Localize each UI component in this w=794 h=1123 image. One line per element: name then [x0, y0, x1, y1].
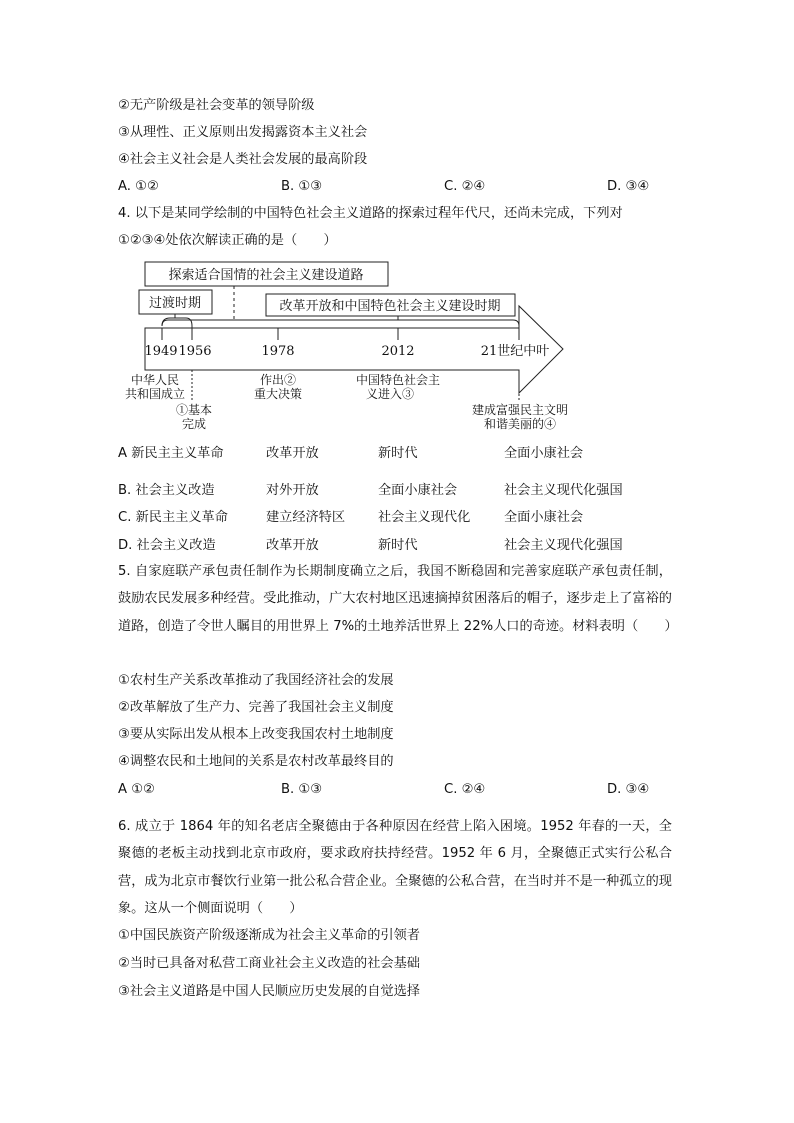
- label-end-line2: 和谐美丽的④: [483, 417, 557, 431]
- q5-option-a: A ①②: [118, 782, 155, 797]
- label-1978-line1: 作出②: [259, 373, 297, 387]
- q3-item-4: ④社会主义社会是人类社会发展的最高阶段: [118, 152, 368, 167]
- q6-item-2: ②当时已具备对私营工商业社会主义改造的社会基础: [118, 956, 420, 971]
- q4-row-c-col3: 社会主义现代化: [378, 510, 471, 525]
- q4-row-d-col2: 改革开放: [266, 538, 319, 553]
- q3-item-3: ③从理性、正义原则出发揭露资本主义社会: [118, 125, 368, 140]
- q3-option-d: D. ③④: [607, 179, 650, 194]
- q4-row-b-col3: 全面小康社会: [378, 483, 458, 498]
- q4-row-a-col3: 新时代: [378, 446, 418, 461]
- q5-item-1: ①农村生产关系改革推动了我国经济社会的发展: [118, 673, 394, 688]
- q4-row-a-col1: A 新民主主义革命: [118, 446, 224, 461]
- label-2012-line1: 中国特色社会主: [355, 373, 441, 387]
- q5-item-4: ④调整农民和土地间的关系是农村改革最终目的: [118, 754, 394, 769]
- q4-row-b-col1: B. 社会主义改造: [118, 483, 215, 498]
- transition-box-label: 过渡时期: [148, 296, 202, 311]
- reform-box-label: 改革开放和中国特色社会主义建设时期: [279, 299, 501, 314]
- year-1949: 1949: [144, 344, 178, 359]
- q3-item-2: ②无产阶级是社会变革的领导阶级: [118, 98, 315, 113]
- q4-row-c-col2: 建立经济特区: [266, 510, 346, 525]
- q4-stem-line-2: ①②③④处依次解读正确的是（ ）: [118, 233, 337, 248]
- q5-stem: 5. 自家庭联产承包责任制作为长期制度确立之后，我国不断稳固和完善家庭联产承包责任制，鼓励农民发展多种经营。受此推动，广大农村地区迅速摘掉贫困落后的帽子，逐步走上了富裕的道路，创造了令世人瞩目的用世界上 7%的土地养活世界上 22%人口的奇迹。材料表明（ ）: [118, 564, 678, 634]
- q4-stem-line-1: 4. 以下是某同学绘制的中国特色社会主义道路的探索过程年代尺，还尚未完成，下列对: [118, 206, 623, 221]
- label-1978-line2: 重大决策: [253, 387, 303, 401]
- q5-item-2: ②改革解放了生产力、完善了我国社会主义制度: [118, 700, 394, 715]
- q5-item-3: ③要从实际出发从根本上改变我国农村土地制度: [118, 727, 394, 742]
- year-21st-century: 21世纪中叶: [480, 344, 550, 359]
- q6-stem: 6. 成立于 1864 年的知名老店全聚德由于各种原因在经营上陷入困境。1952 年春的一天，全聚德的老板主动找到北京市政府，要求政府扶持经营。1952 年 6 月，全聚德正式实行公私合营，成为北京市餐饮行业第一批公私合营企业。全聚德的公私合营，在当时并不是一种孤立的现象。这从一个侧面说明（ ）: [118, 819, 672, 917]
- q6-item-3: ③社会主义道路是中国人民顺应历史发展的自觉选择: [118, 984, 420, 999]
- q5-option-d: D. ③④: [607, 782, 650, 797]
- year-1978: 1978: [261, 344, 295, 359]
- q3-option-c: C. ②④: [444, 179, 486, 194]
- q4-row-a-col2: 改革开放: [266, 446, 319, 461]
- q4-row-d-col1: D. 社会主义改造: [118, 538, 216, 553]
- q5-option-b: B. ①③: [281, 782, 323, 797]
- label-end-line1: 建成富强民主文明: [471, 403, 569, 417]
- label-2012-line2: 义进入③: [365, 387, 415, 401]
- label-1949-line2: 共和国成立: [124, 387, 186, 401]
- q4-row-a-col4: 全面小康社会: [504, 446, 584, 461]
- label-1949-line1: 中华人民: [130, 373, 180, 387]
- q3-option-a: A. ①②: [118, 179, 159, 194]
- top-box-label: 探索适合国情的社会主义建设道路: [168, 268, 364, 283]
- label-1956-line2: 完成: [181, 417, 207, 431]
- q5-option-c: C. ②④: [444, 782, 486, 797]
- year-1956: 1956: [178, 344, 212, 359]
- q4-row-c-col1: C. 新民主主义革命: [118, 510, 228, 525]
- q3-option-b: B. ①③: [281, 179, 323, 194]
- q4-row-c-col4: 全面小康社会: [504, 510, 584, 525]
- q6-item-1: ①中国民族资产阶级逐渐成为社会主义革命的引领者: [118, 928, 420, 943]
- year-2012: 2012: [381, 344, 415, 359]
- q4-row-d-col4: 社会主义现代化强国: [504, 538, 623, 553]
- q4-row-b-col4: 社会主义现代化强国: [504, 483, 623, 498]
- timeline-diagram: [0, 0, 794, 440]
- q4-row-d-col3: 新时代: [378, 538, 418, 553]
- q4-row-b-col2: 对外开放: [266, 483, 319, 498]
- label-1956-line1: ①基本: [175, 403, 213, 417]
